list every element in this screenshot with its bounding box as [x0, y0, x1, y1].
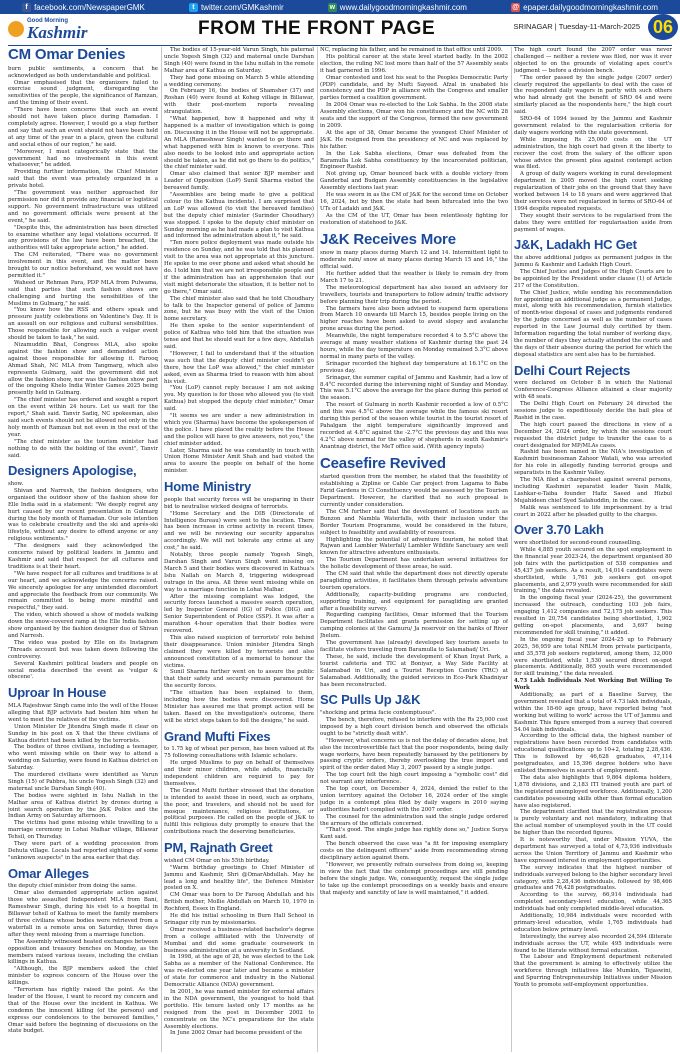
article-paragraph: Shivan and Narresh, the fashion designers, who organised the outdoor show of the fashion show for Elle India said in a statement: "We deeply regret any hurt caused by our recent presentation in Gulmarg during the holy month of Ramadan. Our sole intention was to celebrate creativity and the ski and aprés-ski lifestyle, without any desire to offend anyone or any religious sentiments.": [8, 487, 158, 543]
article-paragraph: He further added that the weather is likely to remain dry from March 17 to 21.: [320, 271, 508, 284]
article-paragraph: In the Lok Sabha elections, Omar was defeated from the Baramulla Lok Sabha constituency by the incarcerated politician, Engineer Rashid.: [320, 150, 508, 171]
article-paragraph: Omar contested and lost his seat to the Peoples Democratic Party (PDP) candidate, and by Mufti Sayeed. Afzal in unabated his consistency and the PDP in alliance with the Congress and smaller parties formed a coalition government.: [320, 74, 508, 102]
article-paragraph: "The chief minister as the tourism minister had nothing to do with the holding of the event", Tanvir said.: [8, 438, 158, 459]
article-paragraph: At the age of 38, Omar became the youngest Chief Minister of J&K. He resigned from the presidency of NC and was replaced by his father.: [320, 129, 508, 150]
article-paragraph: The top court felt the high court imposing a "symbolic cost" did not warrant any interference.: [320, 772, 508, 786]
article-paragraph: Additionally, capacity-building programs are conducted, supporting training, and equipment for paragliding are granted after a feasibility survey.: [320, 591, 508, 612]
social-website-text: www.dailygoodmorningkashmir.com: [339, 2, 467, 12]
article-paragraph: Highlighting the potential of adventure tourism, he noted that Rajwan and Lambler Waterfall/ Lambler Wildlife Sanctuary are well known for attractive adventure enthusiasts.: [320, 536, 508, 557]
article-paragraph: "Home Secretary and the DIB (Directorate of Intelligence Bureau) were sent to the location. There has been increase in crime activity in recent times, and we will be reviewing our security apparatus accordingly. We will not tolerate any crime at any cost," he said.: [164, 510, 314, 552]
article-paragraph: While imposing Rs 25,000 costs on the UT administration, the high court had given it the liberty to recover the cost from the salary of the officer upon whose advice the present plea against contempt action was filed.: [514, 136, 672, 171]
article-paragraph: They sought their services to be regularised from the dates they were entitled for regularisation aside from payment of wages.: [514, 212, 672, 233]
article-paragraph: The video, which showed a show of models walking down the snow-covered ramp at the Elle India fashion show organised by the fashion designer duo of Shivan and Narresh.: [8, 612, 158, 639]
article-paragraph: Additionally, 10,984 individuals were recorded with primary-level education, while 1,765 individuals had education below primary level.: [514, 913, 672, 933]
article-paragraph: "shocking and prima facie contemptuous".: [320, 710, 437, 717]
column-2: [164, 47, 314, 1052]
article-paragraph: The bench, therefore, refused to interfere with the Rs 25,000 cost imposed by a high court division bench and observed the officials ought to be "strictly dealt with".: [320, 716, 508, 737]
newspaper-logo[interactable]: [6, 14, 116, 44]
masthead: [0, 14, 680, 44]
column-4: [514, 47, 672, 1052]
article-paragraph: SRO-64 of 1994 issued by the Jammu and Kashmir government related to the regularisation criteria for daily wagers working with the state government.: [514, 116, 672, 136]
article-paragraph: The bodies were sighted in Ishu Nallah in the Malhar area of Kathua district by drones during a joint search operation by the J&K Police and the Indian Army on Saturday afternoon.: [8, 792, 158, 820]
article-paragraph: NC, replacing his father, and he remained in that office until 2009.: [320, 47, 503, 53]
article-paragraph: While 4,885 youth secured on the spot employment in the financial year 2023-24, the department organised 80 job fairs with the participation of 538 companies and 45,437 job seekers. As a result, 14,014 candidates were shortlisted, while 1,761 job seekers got on-spot placements, and 2,979 youth were recommended for skill training," the data revealed.: [514, 547, 672, 595]
article-paragraph: The top court, on December 4, 2024, denied the relief to the union territory against the October 16, 2024 order of the single judge in a contempt plea filed by daily wagers in 2010 saying authorities hadn't complied with the 2007 order.: [320, 786, 508, 813]
social-twitter[interactable]: [189, 3, 284, 12]
article-paragraph: "There have been concerns that such an event should not have taken place during Ramadan. I completely agree. However, I would go a step further and say that such an event should not have been held at any time of the year in a place, given the cultural and social ethos of our region," he said.: [8, 107, 158, 148]
article-paragraph: The survey indicates that the highest number of individuals surveyed belong to the higher secondary level category, with 2,28,436 individuals, followed by 98,466 graduates and 76,428 postgraduates.: [514, 864, 672, 892]
article-paragraph: Srinagar, the summer capital of Jammu and Kashmir, had a low of 8.4°C recorded during the intervening night of Sunday and Monday. This was 5.1°C above the average for the place during this period of the season.: [320, 374, 508, 402]
column-3: [320, 47, 508, 1052]
article-paragraph: The high court found the 2007 order was never challenged — neither a review was filed, nor was it ever objected to on the grounds of violating apex court's judgment — before a division bench.: [514, 47, 672, 74]
article-paragraph: The Tourism Department has undertaken several initiatives for the holistic development of these areas, he said.: [320, 557, 508, 571]
article-paragraph: He urged Muslims to pay on behalf of themselves and their minor children, while adults, financially independent children are required to pay for themselves.: [164, 760, 314, 787]
article-paragraph: "That's good. The single judge has rightly done so," Justice Surya Kant said.: [320, 827, 508, 841]
headline-designers-apologise[interactable]: Designers Apologise,: [8, 463, 137, 479]
article-paragraph: This also raised suspicion of terrorists' role behind their disappearance. Union minister Jitendra Singh claimed they were killed by terrorists and also announced constitution of a memorial to honour the victims.: [164, 634, 314, 669]
article-paragraph: Omar also claimed that senior BJP member and Leader of Opposition (LoP) Sunil Sharma visited the bereaved family.: [164, 171, 314, 192]
article-paragraph: They had gone missing on March 5 while attending a wedding ceremony.: [164, 74, 314, 88]
article-paragraph: It is noteworthy that, under Mission YUVA, the department has surveyed a total of 4,73,936 individuals across the Union Territory of Jammu and Kashmir who have expressed interest in employment opportunities.: [514, 837, 672, 864]
article-paragraph: The farmers have also been advised to suspend farm operations from March 10 onwards till March 15, besides people living on the higher reaches have been asked to avoid slopey and avalanche prone areas during the period.: [320, 305, 508, 333]
article-paragraph: The high court passed the directions in view of a December 24, 2024 order, by which the sessions court requested the district judge to transfer the case to a court designated for MP/MLAs cases.: [514, 421, 672, 449]
dateline: SRINAGAR | Tuesday-11-March-2025: [513, 22, 640, 31]
article-paragraph: He then spoke to the senior superintendent of police of Kathua who told him that the situation was tense and that he should wait for a few days, Abdullah said.: [164, 323, 314, 350]
article-paragraph: After the missing complaint was lodged, the security forces launched a massive search operation, led by Inspector General (IG) of Police (DIG) and Senior Superintendent of Police (SSP). It was after a marathon 4-hour operation that their bodies were recovered.: [164, 593, 314, 635]
page-number: 06: [648, 14, 678, 40]
article-paragraph: "The situation has been explained to them, including how the bodies were discovered. Home Minister has assured me that prompt action will be taken. Based on the investigation's outcome, there will be strict steps taken to foil the designs," he said.: [164, 690, 314, 724]
article-paragraph: The bodies of 15-year-old Varun Singh, his paternal uncle Yogesh Singh (32) and maternal uncle Darshan Singh (40) were found in the Ishu nullah in the remote Malhar area of Kathua on Saturday.: [164, 47, 314, 74]
article-paragraph: The bench observed the case was "a fit for imposing exemplary costs on the delinquent officers" aside from recommending strong disciplinary action against them.: [320, 841, 508, 862]
article-paragraph: were shortlisted for second-round counselling.: [514, 540, 642, 547]
article-paragraph: Providing further information, the Chief Minister said that the event was privately organized in a private hotel.: [8, 169, 158, 190]
article-paragraph: CM Omar was born to Dr Farooq Abdullah and his British mother, Mollie Abdullah on March 10, 1970 in Rochford, Essex in England.: [164, 892, 314, 913]
article-paragraph: The chief minister also said that he told Choudhary to talk to the Inspector general of police of Jammu zone, but he was busy with the visit of the Union home secretary.: [164, 295, 314, 323]
headline-jk-ladakh-hc-get[interactable]: J&K, Ladakh HC Get: [514, 237, 637, 253]
article-paragraph: In 1998, at the age of 28, he was elected to the Lok Sabha as a member of the National Conference. He was re-elected one year later and became a minister of state for commerce and industry in the National Democratic Alliance (NDA) government.: [164, 954, 314, 989]
page-title: FROM THE FRONT PAGE: [198, 18, 436, 39]
social-facebook[interactable]: [22, 3, 145, 12]
column-divider: [161, 47, 162, 1052]
article-paragraph: burn public sentiments, a concern that he acknowledged as both understandable and political.: [8, 65, 158, 79]
article-paragraph: show.: [8, 481, 24, 488]
article-paragraph: According to the official data, the highest number of registrations have been recorded from candidates with educational qualifications up to 10+2, totaling 2,28,436. This is followed by 46,628 graduates, 47,114 postgraduates, and 15,396 degree holders who have enlisted themselves in search of employment.: [514, 733, 672, 775]
article-paragraph: "Ten more police deployment was made outside his residence on Sunday, and he was told that his planned visit to the area was not appropriate at this juncture. He spoke to me over phone and asked what should he do. I told him that we are not irresponsible people and if the administration has an apprehension that our visit might deteriorate the situation, it is better not to go there," Omar said.: [164, 240, 314, 295]
headline-sc-pulls-up-jk[interactable]: SC Pulls Up J&K: [320, 692, 421, 708]
article-paragraph: The CM further said that the development of locations such as Bunzon and Nambla Waterfalls, with their inclusion under the Border Tourism Programme, would be considered in the future, subject to feasibility and availability of resources.: [320, 508, 508, 536]
article-paragraph: A group of daily wagers working in rural development department in 2005 moved the high court seeking regularization of their jobs on the ground that they have worked between 14 to 18 years and were aggrieved that their services were not regularized in terms of SRO-64 of 1994 despite repeated requests.: [514, 171, 672, 212]
article-paragraph: Waheed ur Rehman Para, PDP MLA from Pulwama, said that parties that such fashion shows are challenging and hurting the sensibilities of the Muslims in Gulmarg," he said.: [8, 279, 158, 307]
article-paragraph: "The order passed by the single judge (2007 order) clearly required the appellants to deal with the case of the respondent daily wagers in parity with such others who had already got the benefit of SRO 64 and were similarly placed as the respondents here," the high court said.: [514, 74, 672, 116]
article-paragraph: Nizamuddin Bhat, Congress MLA, also spoke against the fashion show and demanded action against those responsible for allowing it. Farooq Ahmad Shah, NC MLA from Tangmarg, which also represents Gulmarg, said the government did not allow the fashion show, nor was the fashion show part of the ongoing Khelo India Winter Games 2025 being presently held in Gulmarg.: [8, 342, 158, 397]
article-paragraph: Union Minister Dr Jitendra Singh made it clear on Sunday in his post on X that the three civilians of Kathua district had been killed by the terrorists.: [8, 723, 158, 744]
article-paragraph: Rashid has been named in the NIA's investigation of Kashmiri businessman Zahoor Watali, who was arrested for his role in allegedly funding terrorist groups and separatists in the Kashmir Valley.: [514, 449, 672, 477]
logo-tagline: Good Morning: [27, 17, 68, 24]
article-paragraph: "Assemblies are being made to give a political colour (to the Kathua incidents). I am surprised that an LoP was allowed (to visit the bereaved families) but the deputy chief minister (Surinder Choudhary) was stopped. I spoke to the deputy chief minister on Sunday morning as he had made a plan to visit Kathua and informed the administration about it," he said.: [164, 192, 314, 240]
article-paragraph: "Despite this, the administration has been directed to examine whether any legal violations occurred. If any provisions of the law have been breached, the authorities will take appropriate action," he added.: [8, 224, 158, 252]
article-paragraph: He did his initial schooling in Burn Hall School in Srinagar city run by missionaries.: [164, 913, 314, 926]
article-paragraph: The Labour and Employment department reiterated that the government is aiming to effectively utilize the workforce through initiatives like Mumkin, Tejaswini, and Spurring Entrepreneurship Initiatives under Mission Youth to promote self-employment opportunities.: [514, 954, 672, 989]
article-paragraph: In the ongoing fiscal year (2024-25), the government increased the outreach, conducting 103 job fairs, engaging 1,412 companies and 72,175 job seekers. This resulted in 20,754 candidates being shortlisted, 1,902 getting on-spot placements, and 3,697 being recommended for skill training," it added.: [514, 595, 672, 636]
article-paragraph: were declared on October 8 in which the National Conference-Congress Alliance attained a clear majority with 48 seats.: [514, 380, 672, 401]
article-paragraph: The CM said that while the department does not directly operate paragliding activities, it facilitates them through private adventure tourism operators.: [320, 571, 508, 591]
headline-grand-mufti-fixes[interactable]: Grand Mufti Fixes: [164, 728, 271, 744]
article-paragraph: the above additional judges as permanent judges in the Jammu & Kashmir and Ladakh High Court.: [514, 255, 672, 269]
article-paragraph: The murdered civilians were identified as Varun Singh (15) of Pabbra, his uncle Yogesh Singh (32) and maternal uncle Darshan Singh (40).: [8, 772, 158, 792]
article-paragraph: "The chief minister has ordered and sought a report on the event within 24 hours. Let us wait for the report," Shah said. Tanvir Sadiq, NC spokesman, also said such events should not be allowed not only in the holy month of Ramzan but not even in the rest of the year.: [8, 397, 158, 438]
article-paragraph: Regarding camping facilities, Omar informed that the Tourism Department facilitates and grants permission for setting up of camping colonies at the Gamuru/ Ja reservoir on the banks of River Jhelum.: [320, 612, 508, 640]
facebook-icon: f: [22, 3, 31, 12]
article-paragraph: In 2004 Omar was re-elected to the Lok Sabha. In the 2008 state Assembly elections, Omar won his constituency and the NC with 28 seats and the support of the Congress, formed the new government in 2009.: [320, 102, 508, 129]
globe-icon: w: [329, 3, 336, 11]
article-paragraph: The meteorological department has also issued an advisory for travellers, tourists and transporters to follow admin/ traffic advisory before planning their trip during the period.: [320, 284, 508, 305]
article-paragraph: As the CM of the UT, Omar has been relentlessly fighting for restoration of statehood to J&K.: [320, 212, 508, 226]
article-paragraph: "You know how the RSS and others speak and pressure justify celebrations on Valentine's Day. It is an assault on our religious and cultural sensibilities. Those responsible for allowing such a vulgar event should be taken to task," he said.: [8, 307, 158, 342]
sun-icon: [8, 21, 24, 37]
article-paragraph: "Warm birthday greetings to Chief Minister of Jammu and Kashmir, Shri @OmarAbdullah. May he lead a long and healthy life", the Defence Minister posted on X.: [164, 864, 314, 892]
article-paragraph: The department clarified that the registration process is purely voluntary and not mandatory, indicating that the actual number of unemployed youth in the UT could be higher than the recorded figures.: [514, 809, 672, 837]
article-paragraph: Omar received a business-related bachelor's degree from a college affiliated with the University of Mumbai and did some graduate coursework in business administration at a university in Scotland.: [164, 926, 314, 954]
article-paragraph: In the ongoing fiscal year 2024-25 up to February 2025, 56,959 are total NRLM from private participants, and 35,578 job seekers registered, among them, 32,000 were shortlisted, while 1,530 secured direct on-spot placements. Additionally, 865 youth were recommended for skill training," the data revealed.: [514, 636, 672, 678]
article-paragraph: "However, what concerns us is not the delay of decades alone, but also the incontrovertible fact that the poor respondents, being daily wage workers, have been repeatedly harassed by the petitioners by passing cryptic orders, thereby overlooking the true import and spirit of the order dated May 3, 2007 passed by a single judge.: [320, 737, 508, 772]
article-paragraph: Srinagar recorded the highest day temperature at 16.1°C on the previous day.: [320, 360, 508, 374]
article-paragraph: "Although, the BJP members asked the chief minister to express concern of the House over the killings.: [8, 966, 158, 987]
article-paragraph: The victims had gone missing while travelling to a marriage ceremony in Lohai Malhar village, Billawar Tehsil, on Thursday.: [8, 820, 158, 841]
article-paragraph: Additionally, as part of a Baseline Survey, the government revealed that a total of 4.73 lakh individuals, within the 18-60 age group, have reported being "not working but willing to work" across the UT of Jammu and Kashmir. This figure emerged from a survey that covered 54.04 lakh individuals.: [514, 692, 672, 733]
article-paragraph: Not giving up, Omar bounced back with a double victory from Ganderbal and Budgam Assembly constituencies in the legislative Assembly elections last year.: [320, 171, 508, 192]
article-paragraph: started question from the member, he stated that the feasibility of establishing a Zipline or Cable Car project from Lagama to Baba Farid Gardens in Cl Constituency would be assessed by the Tourism Department. However, he clarified that no such proposal is currently under consideration.: [320, 474, 508, 508]
article-paragraph: "Moreover, I must categorically state that the government had no involvement in this event whatsoever," he added.: [8, 148, 158, 169]
headline-jk-receives-more[interactable]: J&K Receives More: [320, 230, 456, 248]
article-paragraph: snow in many places during March 12 and 14. Intermittent light to moderate rain/ snow at many places during March 15 and 16," the official said.: [320, 250, 508, 271]
article-paragraph: The Chief Justice, while sending his recommendation for appointing an additional judge as a permanent Judge, must, along with his recommendation, furnish statistics of month-wise disposal of cases and judgments rendered by the judge concerned as well as the number of cases reported in the Law Journal duly certified by them. Information regarding the total number of working days, the number of days they actually attended the courts and the days of their absence during the period for which the disposal statistics are sent also has to be furnished.: [514, 289, 672, 358]
article-paragraph: to 1.75 kg of wheat per person, has been valued at Rs 75 following consultations with Islamic scholars.: [164, 746, 314, 760]
article-paragraph: the deputy chief minister from doing the same.: [8, 883, 137, 890]
article-paragraph: Later, Sharma said he was constantly in touch with Union Home Minister Amit Shah and had visited the area to assure the people on behalf of the home minister.: [164, 447, 314, 475]
headline-over-370-lakh[interactable]: Over 3.70 Lakh: [514, 522, 604, 538]
article-paragraph: The government has (already) developed key tourism assets to facilitate visitors traveling from Baramulla to Salamabad/ Uri.: [320, 640, 508, 653]
article-paragraph: The Chief Justice and Judges of the High Courts are to be appointed by the President under clause (1) of Article 217 of the Constitution.: [514, 268, 672, 289]
article-paragraph: "It seems we are under a new administration in which you (Sharma) have become the spokesperson of the police. I have placed the reality before the House and the police will have to give answers, not you," the chief minister added.: [164, 413, 314, 447]
article-paragraph: They were part of a wedding procession from Dehuta village. Locals had reported sightings of some "unknown suspects" in the area earlier that day.: [8, 841, 158, 861]
article-paragraph: Interestingly, the survey also recorded 24,594 illiterate individuals across the UT, while 495 individuals were found to be literate without formal education.: [514, 933, 672, 954]
headline-home-ministry[interactable]: Home Ministry: [164, 479, 251, 495]
headline-omar-alleges[interactable]: Omar Alleges: [8, 865, 89, 881]
article-paragraph: The Assembly witnessed heated exchanges between opposition and treasury benches on Monday, as the members raised various issues, including the civilian killings in Kathua.: [8, 938, 158, 966]
article-paragraph: wished CM Omar on his 55th birthday.: [164, 857, 270, 864]
article-paragraph: Meanwhile, the night temperature recorded 4 to 5.5°C above the average at many weather stations of Kashmir during the past 24 hours, while the day temperature on Monday remained 5.3°C above normal in many parts of the valley.: [320, 333, 508, 360]
article-paragraph: The CM reiterated, "There was no government involvement in this event, and the matter been brought to our notice beforehand, we would not have permitted it.": [8, 252, 158, 279]
article-paragraph: "What happened, how it happened and why it happened is a matter of investigation which is going on. Discussing it in the House will not be appropriate. An MLA (Rameshwar Singh) wanted to go there and what happened with him is known to everyone. This also needs to be looked into and appropriate action should be taken, as he did not go there to do politics," the chief minister said.: [164, 116, 314, 171]
article-paragraph: In June 2002 Omar had become president of the: [170, 1030, 303, 1037]
article-paragraph: The bodies of three civilians, including a teenager, who went missing while on their way to attend a wedding on Saturday, were found in Kathua district on Saturday.: [8, 744, 158, 772]
column-divider: [511, 47, 512, 1052]
article-paragraph: Malik was sentenced to life imprisonment by a trial court in 2022 after he pleaded guilty to the charges.: [514, 504, 672, 518]
article-paragraph: The data also highlights that 9,864 diploma holders, 1,878 divisions, and 2,183 ITI trained youth are part of the registered unemployed workforce. Additionally, 1,200 candidates possessing skills other than formal education have also registered.: [514, 774, 672, 809]
social-facebook-text: facebook.com/NewspaperGMK: [34, 2, 145, 12]
article-paragraph: "Terrorism has rightly raised the point. As the leader of the House, I want to record my concern and that of the House over the incident in Kathua. We condemn the innocent killing (of the persons) and express our condolences to the bereaved families," Omar said before the beginning of discussions on the state budget.: [8, 987, 158, 1035]
article-paragraph: "The designers said they acknowledged the concerns raised by political leaders in Jammu and Kashmir and said that respect for all cultures and traditions is at their heart.: [8, 543, 158, 570]
social-website[interactable]: [328, 3, 467, 12]
article-paragraph: The counsel for the administration said the single judge ordered the arrears of the officials concerned.: [320, 813, 508, 827]
article-paragraph: The NIA filed a chargesheet against several persons, including Kashmiri separatist leader Yasin Malik, Lashkar-e-Taiba founder Hafiz Saeed and Hizbul Mujahideen chief Syed Salahuddin, in the case.: [514, 477, 672, 504]
twitter-icon: t: [189, 3, 198, 12]
article-paragraph: "The government was neither approached for permission nor did it provide any financial or logistical support. No government infrastructure was utilized and no government officials were present at the event," he said.: [8, 190, 158, 224]
article-paragraph: "However, we presently refrain ourselves from doing so, keeping in view the fact that the contempt proceedings are still pending before the single judge. We, consequently, request the single judge to take up the contempt proceedings on a weekly basis and ensure that majesty and sanctity of law is well maintained," it added.: [320, 862, 508, 896]
article-paragraph: These, he said, include the development of Khan Inyat Park, a tourist cafeteria and TIC at Boniyar, a Way Side Facility at Salamabad in Uri, and a Tourist Reception Centre (TRC) at Salamabad. Additionally, the guided services in Eco-Park Khadniyar has been reconstructed.: [320, 653, 508, 688]
article-paragraph: Sunil Sharma further went on to assure the public that their safety and security remain paramount for the security forces.: [164, 669, 314, 690]
article-paragraph: MLA Rajeshwar Singh came into the well of the House alleging that BJP activists had beaten him when he went to meet the relatives of the victims.: [8, 702, 158, 723]
article-paragraph: The Grand Mufti further stressed that the donation is intended to assist those in need, such as orphans, the poor, and travelers, and should not be used for mosque maintenance, religious institutions, or political purposes. He called on the people of J&K to fulfill this religious duty promptly to ensure that the contributions reach the deserving beneficiaries.: [164, 787, 314, 836]
article-paragraph: The Delhi High Court on February 24 directed the sessions judge to expeditiously decide the bail plea of Rashid in the case.: [514, 401, 672, 421]
logo-wordmark: Kashmir: [27, 22, 88, 42]
headline-delhi-court-rejects[interactable]: Delhi Court Rejects: [514, 362, 631, 378]
headline-pm-rajnath-greet[interactable]: PM, Rajnath Greet: [164, 840, 273, 856]
article-paragraph: Several Kashmiri political leaders and people on social media described the event as 'vulgar & obscene'.: [8, 660, 158, 681]
article-paragraph: Omar also demanded appropriate action against those who assaulted Independent MLA from Bani, Rameshwar Singh, during his visit to a hospital in Billawar tehsil of Kathua to meet the family members of three civilians whose bodies were retrieved from a waterfall in a remote area on Saturday, three days after they went missing from a marriage function.: [8, 890, 158, 938]
article-paragraph: people that security forces will be unsparing in their bid to neutralise wicked designs of terrorists.: [164, 496, 314, 510]
column-1: [8, 47, 158, 1052]
article-paragraph: His political career at the state level started badly. In the 2002 election, the ruling NC lost more than half of the 57 Assembly seats it had garnered in 1996.: [320, 53, 508, 74]
social-twitter-text: twitter.com/GMKashmir: [200, 2, 284, 12]
column-divider: [317, 47, 318, 1052]
social-epaper[interactable]: [511, 3, 658, 12]
article-paragraph: The resort of Gulmarg in north Kashmir recorded a low of 0.5°C and this was 4.5°C above the average while the famous ski resort during this period of the season while tourist in the tourist resort of Pahalgam the night temperature significantly improved and recorded at 4.8°C against the -2.7°C the previous day and this was 4.2°C above normal for the valley of shepherds in south Kashmir's Anantnag district, the MeT office said. (With agency inputs): [320, 402, 508, 450]
article-paragraph: "However, I fail to understand that if the situation was such that the deputy chief minister couldn't go there, how the LoP was allowed," the chief minister asked, even as Sharma tried to reason with him about his visit.: [164, 350, 314, 385]
headline-cm-omar-denies[interactable]: CM Omar Denies: [8, 47, 126, 63]
header-rule: [8, 45, 672, 46]
social-epaper-text: epaper.dailygoodmorningkashmir.com: [523, 2, 658, 12]
article-paragraph: The video was posted by Elle on its Instagram 'Threads account but was taken down following the controversy.: [8, 639, 158, 660]
article-paragraph: Notably, three people namely Yogesh Singh, Darshan Singh and Varun Singh went missing on March 5 and their bodies were discovered in Kathua's Ishu Nallah on March 8, triggering widespread outrage in the area. All three went missing while on way to a marriage function in Lohai Malhar.: [164, 552, 314, 593]
article-paragraph: According to the survey, 66,914 individuals had completed secondary-level education, while 44,365 individuals had only completed middle-level education.: [514, 892, 672, 913]
article-paragraph: "We have respect for all cultures and traditions is at our heart, and we acknowledge the concerns raised. We sincerely apologise for any unintended discomfort and appreciate the feedback from our community. We remain committed to being more mindful and respectful," they said.: [8, 570, 158, 612]
headline-ceasefire-revived[interactable]: Ceasefire Revived: [320, 454, 446, 472]
article-paragraph: Omar emphasised that the organizers failed to exercise sound judgment, disregarding the sensitivities of the people, the significance of Ramzan, and the timing of their event.: [8, 79, 158, 107]
article-paragraph: In 2001, he was named minister for external affairs in the NDA government, the youngest to hold that portfolio. His tenure lasted only 17 months as he resigned from the post in December 2002 to concentrate on the NC's preparations for the state Assembly elections.: [164, 989, 314, 1030]
social-bar: [0, 0, 680, 14]
headline-uproar-in-house[interactable]: Uproar In House: [8, 685, 107, 701]
subheading: 4.73 Lakh Individuals Not Working But Willing To Work: [514, 678, 672, 692]
article-paragraph: "You (LoP) cannot reply because I am not asking you. My question is for those who allowed you (to visit Kathua) but stopped the deputy chief minister," Omar said.: [164, 385, 314, 413]
email-icon: @: [512, 3, 520, 11]
article-paragraph: On February 16, the bodies of Shamsher (37) and Roshan (40) were found at Koheg village in Billawar, with their post-mortem reports revealing strangulation.: [164, 88, 314, 116]
article-paragraph: He was sworn in as the CM of J&K for the second time on October 16, 2024, but by then the state had been bifurcated into the two UTs of Ladakh and J&K.: [320, 192, 508, 212]
